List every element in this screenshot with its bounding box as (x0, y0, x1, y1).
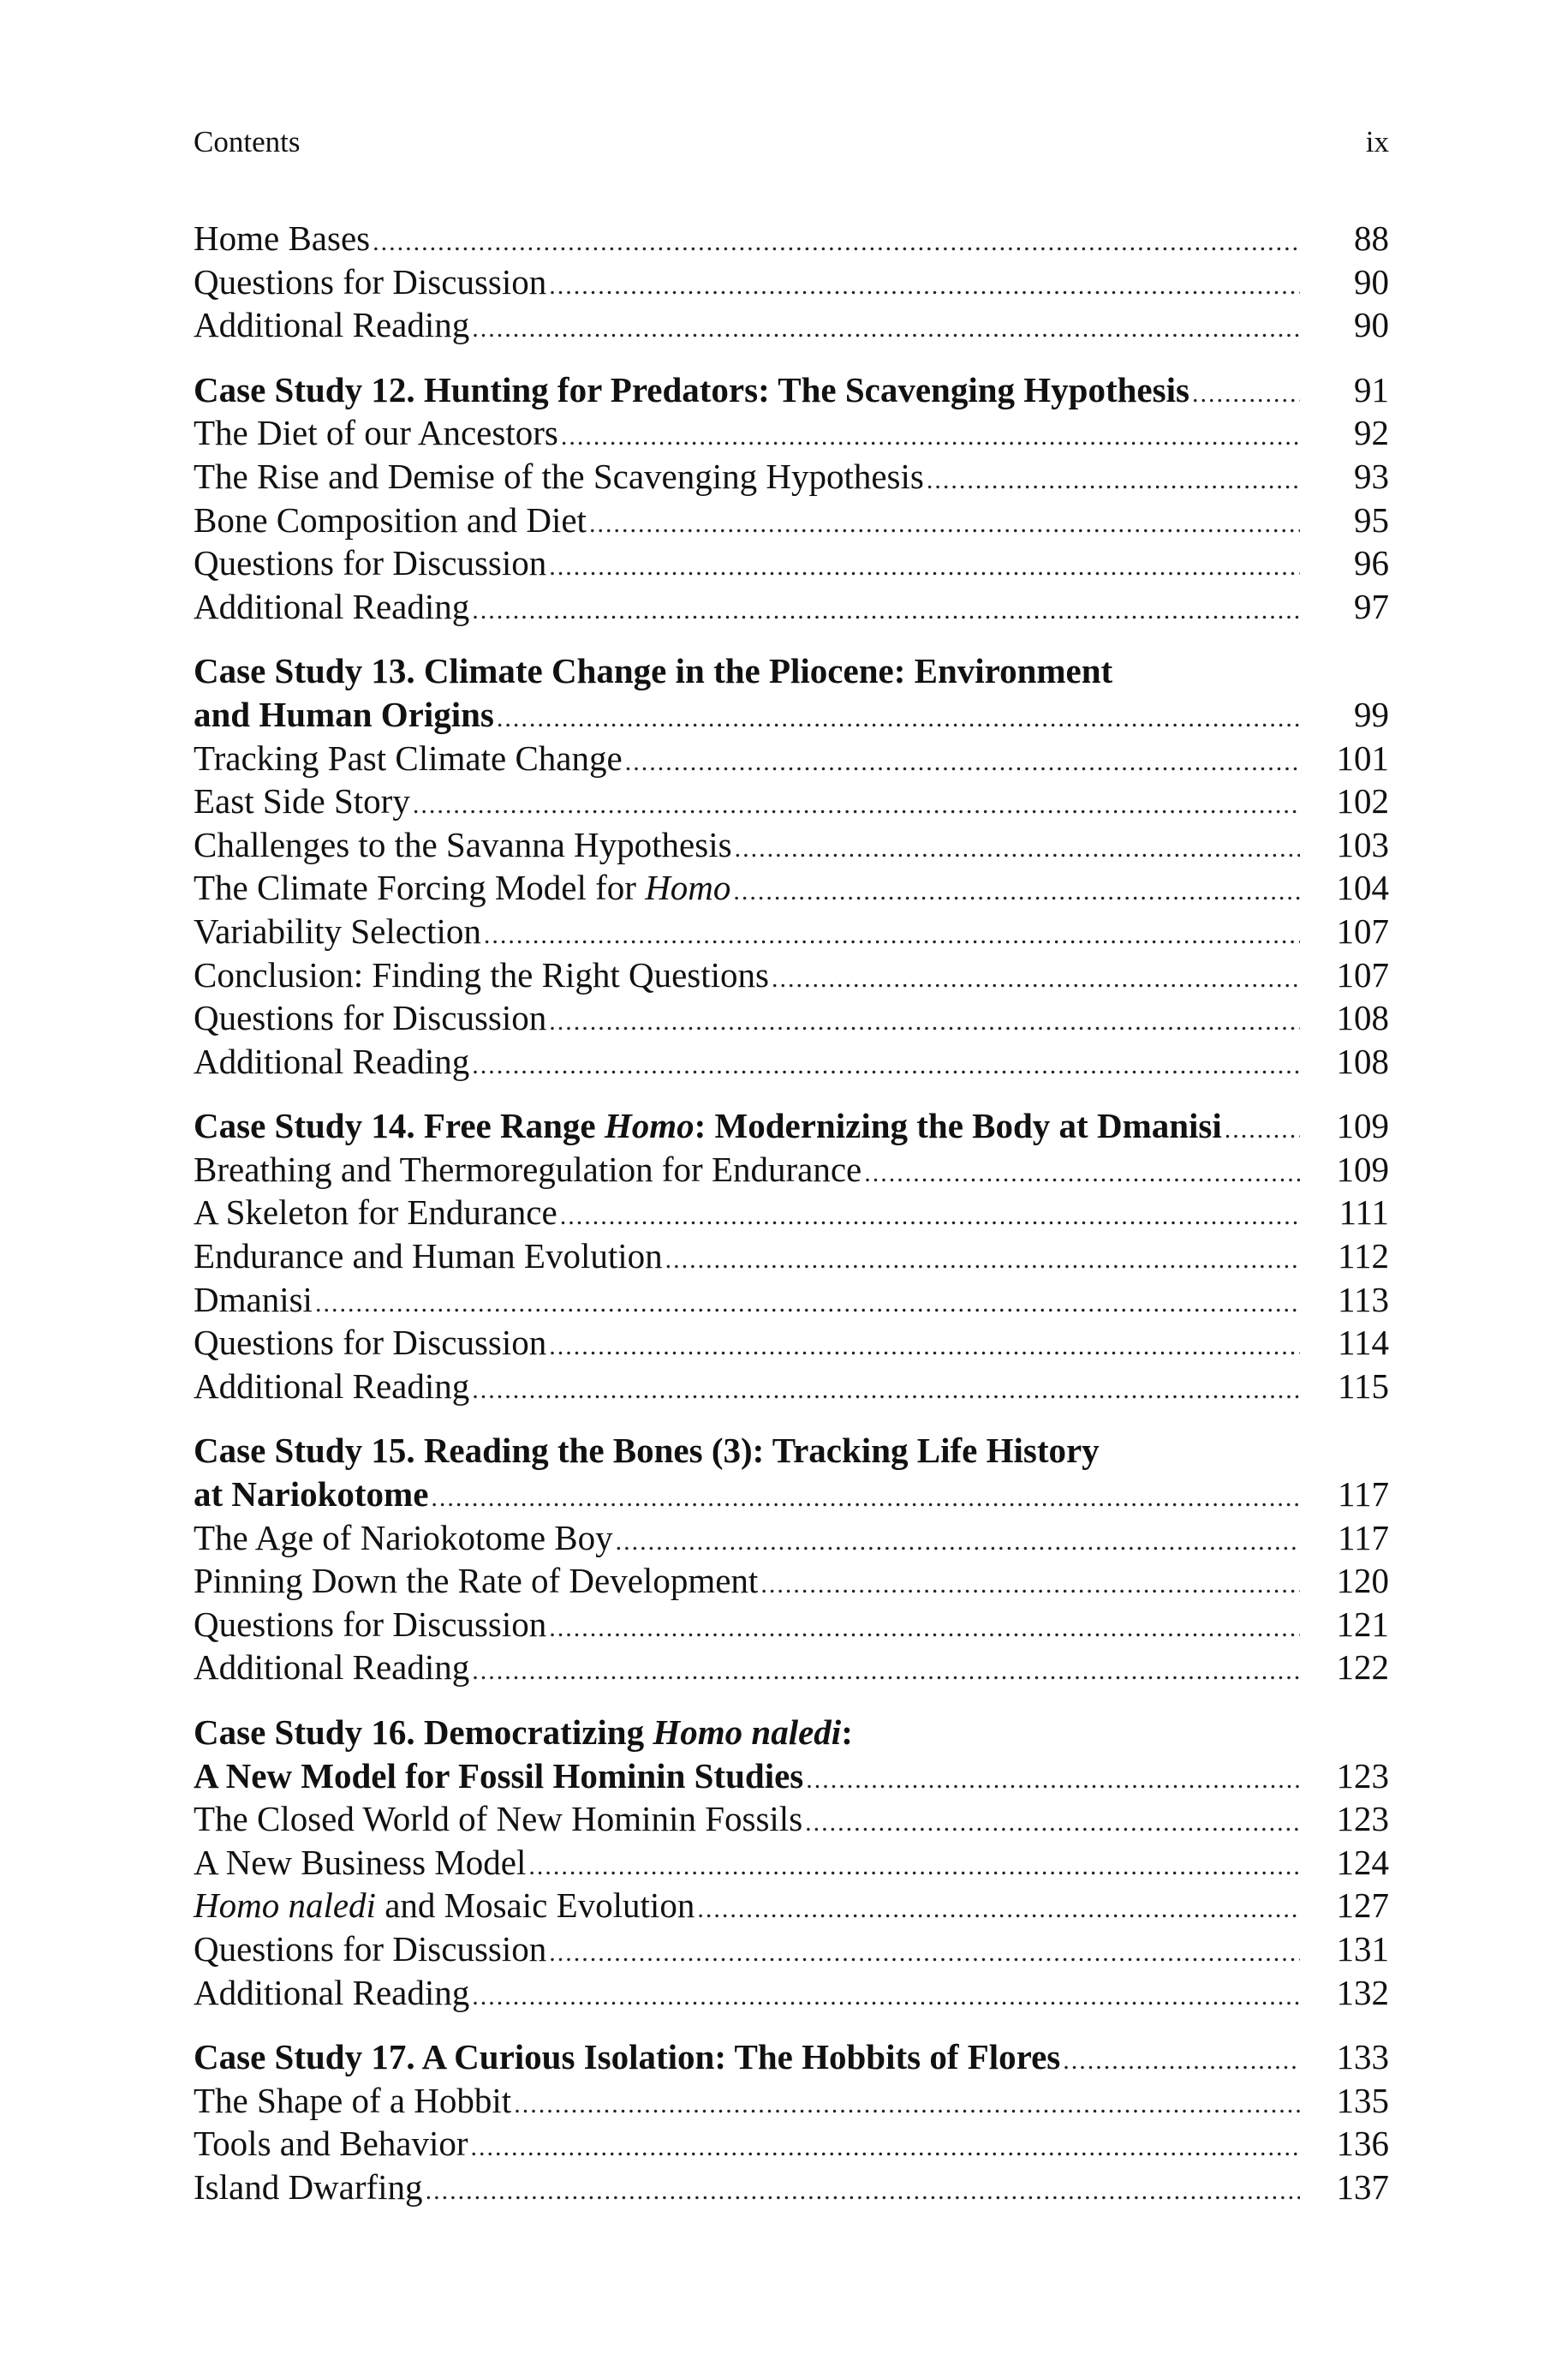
case-study-heading-line-1 (194, 1711, 1389, 1754)
case-study-title: Case Study 12. Hunting for Predators: The Scavenging Hypothesis (194, 369, 1189, 409)
toc-entry (194, 996, 1389, 1040)
case-study-title-text: Case Study 16. Democratizing (194, 1712, 653, 1752)
toc-entry-title: Additional Reading (194, 1972, 470, 2012)
toc-entry-page: 107 (1336, 954, 1389, 995)
toc-entry-page: 95 (1354, 499, 1389, 540)
toc-entry-page: 132 (1336, 1972, 1389, 2012)
toc-entry-page: 90 (1354, 261, 1389, 302)
toc-section-cs11-tail (194, 217, 1389, 347)
running-head-page-number: ix (1365, 125, 1389, 158)
toc-entry-title: Additional Reading (194, 1647, 470, 1688)
toc-section-case-study-14 (194, 1104, 1389, 1407)
leader-dots (426, 2170, 1300, 2214)
toc-entry-page: 97 (1354, 586, 1389, 626)
case-study-heading (194, 1104, 1389, 1148)
leader-dots (528, 1845, 1300, 1889)
toc-entry-page: 137 (1336, 2166, 1389, 2207)
toc-entry (194, 1646, 1389, 1689)
toc-entry (194, 910, 1389, 953)
toc-entry (194, 1927, 1389, 1971)
toc-entry-page: 124 (1336, 1842, 1389, 1882)
toc-entry-page: 109 (1336, 1149, 1389, 1189)
toc-entry (194, 1971, 1389, 2015)
leader-dots (665, 1239, 1300, 1282)
toc-entry-title: Questions for Discussion (194, 261, 547, 302)
toc-entry-page: 131 (1336, 1928, 1389, 1969)
leader-dots (760, 1563, 1300, 1607)
toc-entry (194, 585, 1389, 629)
toc-entry-page: 123 (1336, 1755, 1389, 1795)
toc-entry-page: 112 (1338, 1236, 1389, 1276)
toc-entry (194, 2079, 1389, 2123)
toc-entry (194, 1040, 1389, 1084)
case-study-heading (194, 2035, 1389, 2079)
toc-entry-title-italic: Homo (645, 868, 731, 908)
toc-entry-title: Additional Reading (194, 1041, 470, 1081)
toc-entry-page: 114 (1338, 1323, 1389, 1363)
toc-entry-page: 107 (1336, 911, 1389, 951)
leader-dots (549, 1607, 1300, 1651)
toc-entry (194, 1148, 1389, 1192)
toc-entry (194, 1278, 1389, 1322)
toc-entry-title: Questions for Discussion (194, 998, 547, 1038)
toc-entry-page: 117 (1338, 1517, 1389, 1557)
leader-dots (625, 741, 1300, 785)
toc-entry-page: 122 (1336, 1647, 1389, 1688)
toc-entry-page: 108 (1336, 998, 1389, 1038)
toc-entry-page: 127 (1336, 1885, 1389, 1926)
toc-entry-title: Bone Composition and Diet (194, 499, 587, 540)
leader-dots (549, 546, 1300, 589)
toc-entry (194, 1365, 1389, 1408)
leader-dots (413, 784, 1300, 828)
leader-dots (1225, 1108, 1300, 1152)
toc-entry-page: 96 (1354, 543, 1389, 583)
case-study-title: Case Study 13. Climate Change in the Pliocene: Environment (194, 651, 1113, 691)
toc-entry-title: East Side Story (194, 781, 410, 822)
toc-entry-page: 135 (1336, 2080, 1389, 2120)
leader-dots (472, 1650, 1300, 1694)
toc-entry-page: 111 (1338, 1192, 1389, 1233)
leader-dots (697, 1888, 1300, 1932)
toc-entry-title: A New Business Model (194, 1842, 527, 1882)
toc-entry (194, 1321, 1389, 1365)
leader-dots (561, 415, 1300, 459)
toc-entry-title: Questions for Discussion (194, 543, 547, 583)
toc-entry (194, 1797, 1389, 1841)
toc-entry (194, 2166, 1389, 2209)
leader-dots (549, 265, 1300, 308)
case-study-title-text: : Modernizing the Body at Dmanisi (694, 1106, 1222, 1146)
toc-section-case-study-15 (194, 1429, 1389, 1689)
toc-entry-title: The Diet of our Ancestors (194, 413, 558, 453)
toc-entry (194, 737, 1389, 780)
toc-entry-page: 103 (1336, 824, 1389, 864)
leader-dots (1192, 373, 1300, 416)
toc-entry (194, 1603, 1389, 1646)
leader-dots (616, 1521, 1300, 1564)
toc-entry-title (194, 866, 730, 910)
toc-entry-page: 91 (1354, 369, 1389, 409)
leader-dots (735, 828, 1300, 871)
toc-entry (194, 455, 1389, 499)
toc-entry-page: 99 (1354, 694, 1389, 734)
toc-entry-page: 133 (1336, 2037, 1389, 2077)
case-study-title-continued: A New Model for Fossil Hominin Studies (194, 1755, 804, 1795)
toc-section-case-study-17 (194, 2035, 1389, 2208)
toc-entry-title: Tracking Past Climate Change (194, 738, 623, 778)
toc-entry (194, 823, 1389, 867)
case-study-heading-line-2 (194, 1754, 1389, 1798)
leader-dots (484, 914, 1300, 958)
toc-entry (194, 780, 1389, 823)
leader-dots (864, 1152, 1300, 1196)
leader-dots (589, 503, 1300, 547)
leader-dots (497, 697, 1300, 741)
case-study-heading-line-2 (194, 1473, 1389, 1516)
toc-entry-title: Conclusion: Finding the Right Questions (194, 954, 769, 995)
toc-entry-page: 108 (1336, 1041, 1389, 1081)
toc-section-case-study-12 (194, 368, 1389, 629)
toc-entry (194, 541, 1389, 585)
toc-entry (194, 2122, 1389, 2166)
toc-entry-title: Challenges to the Savanna Hypothesis (194, 824, 732, 864)
case-study-title-continued: at Nariokotome (194, 1474, 429, 1515)
leader-dots (733, 870, 1300, 914)
toc-entry (194, 217, 1389, 260)
toc-entry-page: 120 (1336, 1561, 1389, 1601)
running-head-title: Contents (194, 125, 301, 158)
toc-entry-title: Endurance and Human Evolution (194, 1236, 663, 1276)
toc-section-case-study-13 (194, 649, 1389, 1083)
case-study-title-italic: Homo naledi (653, 1712, 842, 1752)
leader-dots (373, 221, 1300, 265)
toc-entry (194, 303, 1389, 347)
case-study-title: Case Study 17. A Curious Isolation: The Hobbits of Flores (194, 2037, 1061, 2077)
toc-entry-title: Breathing and Thermoregulation for Endurance (194, 1149, 862, 1189)
toc-entry (194, 1841, 1389, 1885)
leader-dots (805, 1801, 1300, 1845)
toc-entry-title: Home Bases (194, 218, 371, 258)
toc-entry (194, 1559, 1389, 1603)
toc-entry (194, 1884, 1389, 1927)
toc-entry-title: A Skeleton for Endurance (194, 1192, 557, 1233)
case-study-title (194, 1711, 853, 1754)
toc-entry-title: Tools and Behavior (194, 2124, 468, 2164)
toc-entry-title-text: The Climate Forcing Model for (194, 868, 646, 908)
toc-entry-title-text: and Mosaic Evolution (375, 1885, 695, 1926)
toc-entry-page: 102 (1336, 781, 1389, 822)
leader-dots (549, 1325, 1300, 1369)
toc-entry (194, 1191, 1389, 1234)
case-study-heading-line-1 (194, 1429, 1389, 1473)
toc-entry (194, 1516, 1389, 1560)
toc-entry-title: Questions for Discussion (194, 1323, 547, 1363)
toc-entry-page: 136 (1336, 2124, 1389, 2164)
leader-dots (472, 308, 1300, 351)
toc-entry-page: 93 (1354, 456, 1389, 496)
toc-entry (194, 953, 1389, 997)
toc-entry-page: 117 (1338, 1474, 1389, 1515)
toc-entry-title: The Rise and Demise of the Scavenging Hypothesis (194, 456, 924, 496)
leader-dots (472, 589, 1300, 633)
case-study-heading-line-2 (194, 693, 1389, 737)
toc-entry (194, 1234, 1389, 1278)
case-study-title-text: Case Study 14. Free Range (194, 1106, 605, 1146)
toc-entry-title: The Shape of a Hobbit (194, 2080, 512, 2120)
toc-entry (194, 260, 1389, 304)
toc-entry-page: 121 (1336, 1604, 1389, 1644)
toc-entry-page: 101 (1336, 738, 1389, 778)
case-study-title-text: : (841, 1712, 853, 1752)
toc-entry-page: 123 (1336, 1799, 1389, 1839)
toc-entry (194, 866, 1389, 910)
toc-entry-title: The Closed World of New Hominin Fossils (194, 1799, 803, 1839)
leader-dots (472, 1369, 1300, 1413)
leader-dots (560, 1195, 1300, 1239)
leader-dots (514, 2083, 1300, 2127)
toc-entry-title-italic: Homo naledi (194, 1885, 376, 1926)
leader-dots (549, 1001, 1300, 1044)
leader-dots (1063, 2040, 1300, 2083)
toc-entry-page: 104 (1336, 868, 1389, 908)
toc-entry (194, 411, 1389, 455)
leader-dots (472, 1975, 1300, 2019)
toc-entry-page: 88 (1354, 218, 1389, 258)
leader-dots (472, 1044, 1300, 1088)
leader-dots (806, 1759, 1300, 1802)
toc-entry-page: 92 (1354, 413, 1389, 453)
leader-dots (471, 2126, 1300, 2170)
toc-entry-page: 113 (1338, 1279, 1389, 1319)
table-of-contents (194, 217, 1389, 2231)
leader-dots (549, 1932, 1300, 1975)
toc-entry-title: Additional Reading (194, 305, 470, 345)
toc-entry-title: Questions for Discussion (194, 1604, 547, 1644)
toc-entry-title: Island Dwarfing (194, 2166, 423, 2207)
case-study-title-continued: and Human Origins (194, 694, 494, 734)
toc-entry-title: Variability Selection (194, 911, 481, 951)
leader-dots (431, 1477, 1300, 1521)
case-study-heading (194, 368, 1389, 412)
case-study-title-italic: Homo (604, 1106, 695, 1146)
toc-section-case-study-16 (194, 1711, 1389, 2014)
toc-entry-title (194, 1884, 695, 1927)
toc-entry (194, 499, 1389, 542)
toc-entry-title: Additional Reading (194, 1365, 470, 1406)
toc-entry-title: Additional Reading (194, 586, 470, 626)
toc-entry-page: 109 (1336, 1106, 1389, 1146)
leader-dots (927, 459, 1300, 503)
toc-entry-title: Pinning Down the Rate of Development (194, 1561, 759, 1601)
leader-dots (772, 958, 1300, 1001)
toc-entry-title: The Age of Nariokotome Boy (194, 1517, 613, 1557)
toc-entry-title: Dmanisi (194, 1279, 313, 1319)
toc-entry-title: Questions for Discussion (194, 1928, 547, 1969)
case-study-title: Case Study 15. Reading the Bones (3): Tracking Life History (194, 1431, 1100, 1471)
running-head (194, 125, 1389, 159)
toc-entry-page: 90 (1354, 305, 1389, 345)
case-study-title (194, 1104, 1222, 1148)
leader-dots (315, 1282, 1300, 1326)
case-study-heading-line-1 (194, 649, 1389, 693)
toc-entry-page: 115 (1338, 1365, 1389, 1406)
